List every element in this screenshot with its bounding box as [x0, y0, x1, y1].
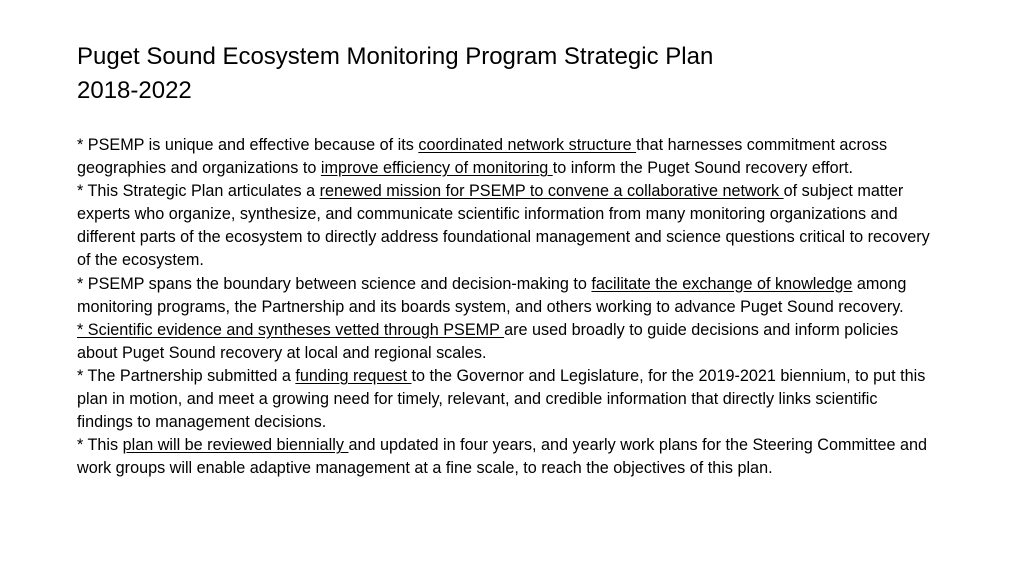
title-line-1: Puget Sound Ecosystem Monitoring Program Strategic Plan	[77, 43, 714, 70]
slide-body	[77, 134, 937, 480]
bullet-text: * PSEMP is unique and effective because of its	[77, 136, 419, 154]
underlined-phrase: * Scientific evidence and syntheses vetted through PSEMP	[77, 320, 505, 339]
underlined-phrase: facilitate the exchange of knowledge	[591, 274, 853, 293]
bullet-text: of subject matter experts who organize, synthesize, and communicate scientific information from many monitoring organizations and different parts of the ecosystem to directly address foundational management and science questions critical to recovery of the ecosystem.	[77, 182, 930, 270]
bullet-paragraph-1	[77, 134, 937, 180]
bullet-paragraph-2	[77, 180, 937, 272]
underlined-phrase: coordinated network structure	[418, 136, 637, 154]
bullet-text: * This Strategic Plan articulates a	[77, 182, 320, 201]
underlined-phrase: renewed mission for PSEMP to convene a collaborative network	[319, 182, 784, 201]
bullet-paragraph-6	[77, 434, 937, 480]
title-line-2: 2018-2022	[77, 77, 192, 104]
bullet-text: to inform the Puget Sound recovery effort.	[552, 159, 853, 178]
bullet-text: and updated in four years, and yearly work plans for the Steering Committee and work groups will enable adaptive management at a fine scale, to reach the objectives of this plan.	[77, 436, 928, 478]
slide-title	[77, 40, 937, 108]
underlined-phrase: improve efficiency of monitoring	[320, 159, 553, 178]
bullet-text: that harnesses commitment across geographies and organizations to	[77, 136, 888, 178]
bullet-text: to the Governor and Legislature, for the 2019-2021 biennium, to put this plan in motion, and meet a growing need for timely, relevant, and credible information that directly links scientific findings to management decisions.	[77, 366, 926, 432]
underlined-phrase: plan will be reviewed biennially	[122, 436, 349, 455]
bullet-text: * The Partnership submitted a	[77, 366, 296, 385]
bullet-paragraph-3	[77, 273, 937, 319]
bullet-text: are used broadly to guide decisions and inform policies about Puget Sound recovery at local and regional scales.	[77, 320, 899, 362]
bullet-text: * PSEMP spans the boundary between science and decision-making to	[77, 274, 592, 293]
bullet-text: among monitoring programs, the Partnership and its boards system, and others working to advance Puget Sound recovery.	[77, 274, 907, 316]
bullet-paragraph-5	[77, 365, 937, 434]
bullet-text: * This	[77, 436, 123, 455]
underlined-phrase: funding request	[295, 366, 412, 385]
bullet-paragraph-4	[77, 319, 937, 365]
